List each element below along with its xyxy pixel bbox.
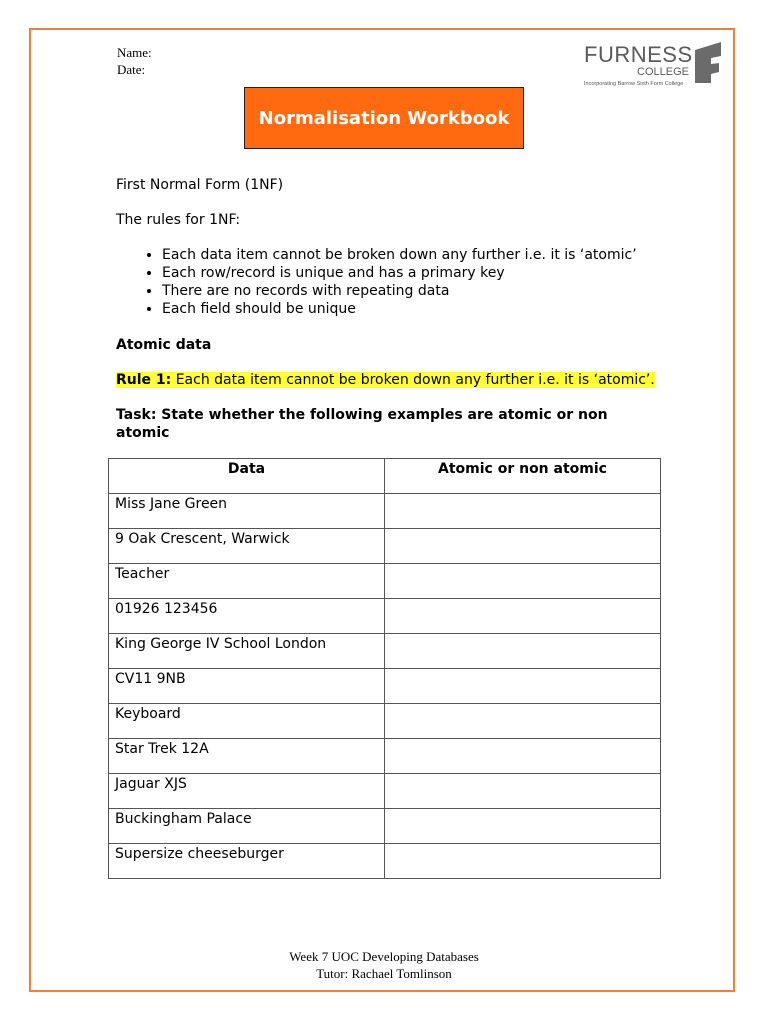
table-row bbox=[109, 774, 661, 809]
footer-line-2: Tutor: Rachael Tomlinson bbox=[316, 966, 452, 981]
data-cell: Star Trek 12A bbox=[109, 739, 385, 774]
rule-1-line bbox=[116, 371, 655, 389]
answer-cell[interactable] bbox=[385, 704, 661, 739]
answer-cell[interactable] bbox=[385, 669, 661, 704]
data-cell: 01926 123456 bbox=[109, 599, 385, 634]
answer-cell[interactable] bbox=[385, 634, 661, 669]
table-row bbox=[109, 739, 661, 774]
page-footer bbox=[0, 948, 768, 982]
table-row bbox=[109, 494, 661, 529]
data-cell: CV11 9NB bbox=[109, 669, 385, 704]
date-label: Date: bbox=[117, 62, 146, 77]
workbook-title: Normalisation Workbook bbox=[244, 87, 524, 149]
table-header-row bbox=[109, 459, 661, 494]
col-header-data: Data bbox=[109, 459, 385, 494]
table-row bbox=[109, 669, 661, 704]
table-row bbox=[109, 844, 661, 879]
data-cell: Teacher bbox=[109, 564, 385, 599]
rule-item: • There are no records with repeating data bbox=[162, 282, 637, 300]
data-cell: Jaguar XJS bbox=[109, 774, 385, 809]
logo-tagline: Incorporating Barrow Sixth Form College bbox=[584, 81, 684, 87]
logo-mark-icon bbox=[691, 40, 727, 84]
answer-cell[interactable] bbox=[385, 844, 661, 879]
rule-item: • Each row/record is unique and has a primary key bbox=[162, 264, 637, 282]
atomic-table bbox=[108, 458, 661, 879]
task-line-2: atomic bbox=[116, 425, 170, 441]
table-row bbox=[109, 599, 661, 634]
data-cell: 9 Oak Crescent, Warwick bbox=[109, 529, 385, 564]
rules-list bbox=[116, 246, 637, 318]
table-row bbox=[109, 529, 661, 564]
data-cell: Keyboard bbox=[109, 704, 385, 739]
table-row bbox=[109, 564, 661, 599]
task-line-1: Task: State whether the following examples are atomic or non bbox=[116, 407, 608, 423]
answer-cell[interactable] bbox=[385, 564, 661, 599]
answer-cell[interactable] bbox=[385, 809, 661, 844]
data-cell: Supersize cheeseburger bbox=[109, 844, 385, 879]
name-label: Name: bbox=[117, 45, 152, 60]
col-header-atomic: Atomic or non atomic bbox=[385, 459, 661, 494]
rule-1-text: Each data item cannot be broken down any further i.e. it is ‘atomic’. bbox=[171, 372, 655, 388]
rule-item: • Each data item cannot be broken down any further i.e. it is ‘atomic’ bbox=[162, 246, 637, 264]
data-cell: Buckingham Palace bbox=[109, 809, 385, 844]
answer-cell[interactable] bbox=[385, 774, 661, 809]
answer-cell[interactable] bbox=[385, 599, 661, 634]
rules-intro: The rules for 1NF: bbox=[116, 212, 241, 228]
rule-1-label: Rule 1: bbox=[116, 372, 172, 388]
atomic-data-heading: Atomic data bbox=[116, 337, 212, 353]
answer-cell[interactable] bbox=[385, 529, 661, 564]
table-row bbox=[109, 704, 661, 739]
logo-word: FURNESS bbox=[584, 42, 693, 67]
answer-cell[interactable] bbox=[385, 739, 661, 774]
logo-sub: COLLEGE bbox=[637, 66, 689, 78]
answer-cell[interactable] bbox=[385, 494, 661, 529]
data-cell: Miss Jane Green bbox=[109, 494, 385, 529]
footer-line-1: Week 7 UOC Developing Databases bbox=[289, 949, 479, 964]
rule-item: • Each field should be unique bbox=[162, 300, 637, 318]
college-logo bbox=[584, 40, 729, 90]
data-cell: King George IV School London bbox=[109, 634, 385, 669]
name-date-block bbox=[117, 44, 152, 78]
section-heading: First Normal Form (1NF) bbox=[116, 177, 284, 193]
table-row bbox=[109, 634, 661, 669]
table-row bbox=[109, 809, 661, 844]
